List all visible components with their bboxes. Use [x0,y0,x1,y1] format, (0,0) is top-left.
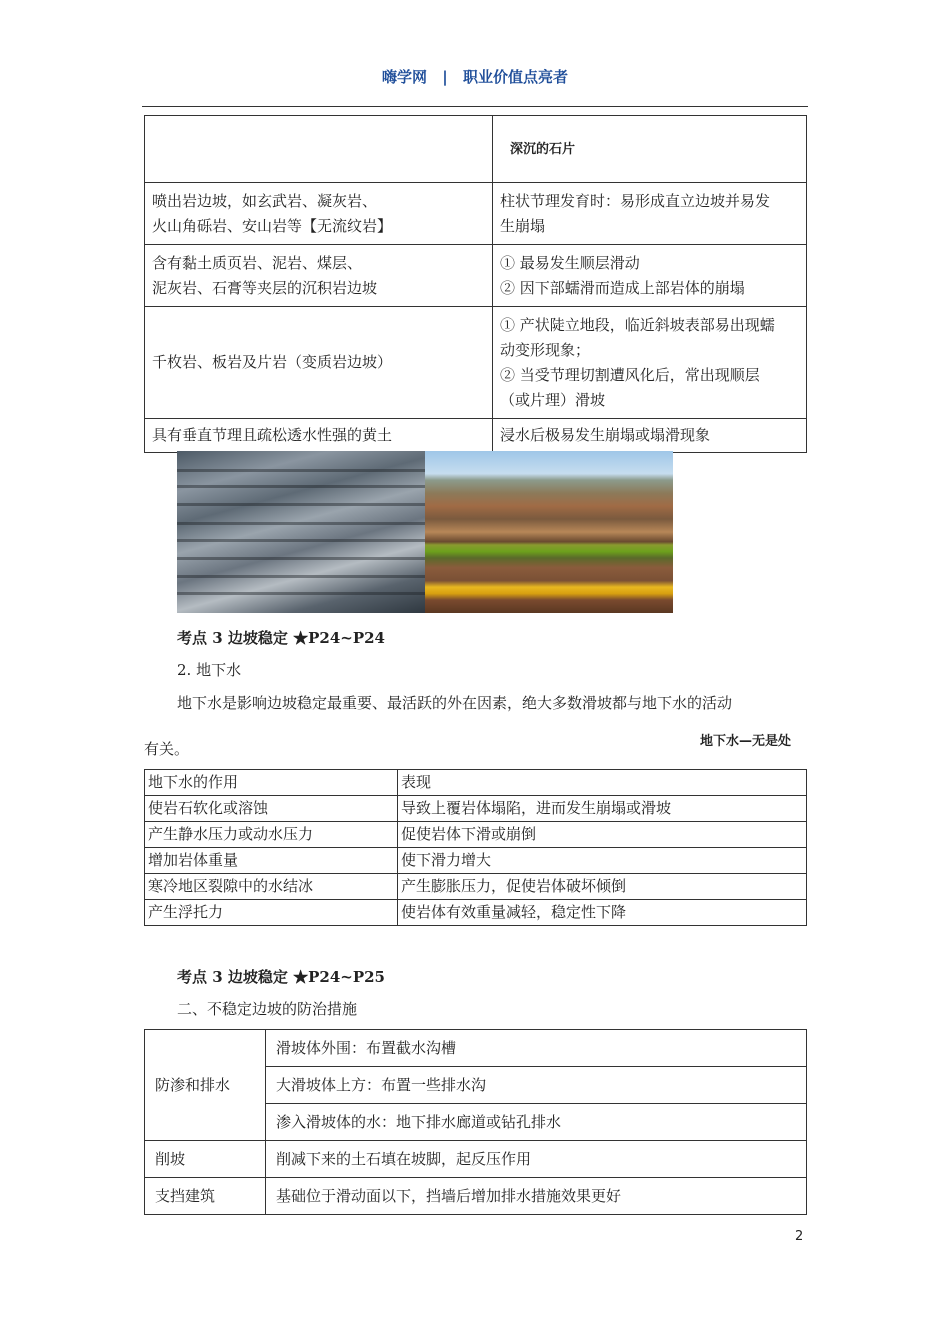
table-row [145,874,807,900]
slope-measures-table [144,1029,807,1215]
table-row [145,183,807,245]
column-header: 表现 [398,770,807,796]
table-cell [145,307,493,419]
cell-line: 具有垂直节理且疏松透水性强的黄土 [152,426,393,444]
cell-line: ① 最易发生顺层滑动 [500,253,640,272]
section-subtitle: 2. 地下水 [177,661,242,679]
table-row [145,822,807,848]
table-cell: 使岩体有效重量减轻，稳定性下降 [398,900,807,926]
table-cell: 削坡 [145,1141,266,1178]
table-cell: 促使岩体下滑或崩倒 [398,822,807,848]
table-cell: 滑坡体外围：布置截水沟槽 [266,1030,807,1067]
cell-line: ① 产状陡立地段，临近斜坡表部易出现蠕 [500,315,775,334]
header-separator: | [442,68,448,86]
table-cell: 大滑坡体上方：布置一些排水沟 [266,1067,807,1104]
cell-line: 动变形现象； [500,340,591,359]
cell-line: 浸水后极易发生崩塌或塌滑现象 [500,426,711,444]
table-row [145,116,807,183]
table-cell: 产生浮托力 [145,900,398,926]
table-cell [145,245,493,307]
cell-line: 泥灰岩、石膏等夹层的沉积岩边坡 [152,278,378,297]
table-cell [493,116,807,183]
table-cell: 寒冷地区裂隙中的水结冰 [145,874,398,900]
table-cell: 防渗和排水 [145,1030,266,1141]
cell-line: 柱状节理发育时：易形成直立边坡并易发 [500,191,771,210]
shale-rock-photo [177,451,425,613]
table-cell: 渗入滑坡体的水：地下排水廊道或钻孔排水 [266,1104,807,1141]
groundwater-table [144,769,807,926]
table-cell [493,183,807,245]
table-cell: 产生膨胀压力，促使岩体破坏倾倒 [398,874,807,900]
table-cell [493,307,807,419]
table-cell: 导致上覆岩体塌陷，进而发生崩塌或滑坡 [398,796,807,822]
table-row [145,796,807,822]
table-row [145,419,807,453]
cell-line: ② 当受节理切割遭风化后，常出现顺层 [500,365,760,384]
cell-line: 生崩塌 [500,216,546,235]
header-rule [142,106,808,107]
table-cell [145,116,493,183]
column-header: 地下水的作用 [145,770,398,796]
cell-line: 喷出岩边坡，如玄武岩、凝灰岩、 [152,191,378,210]
handwritten-note: 深沉的石片 [510,142,576,157]
section-title: 考点 3 边坡稳定 ★P24~P24 [177,629,385,647]
table-cell: 支挡建筑 [145,1178,266,1215]
paragraph-line: 有关。 [144,740,190,758]
page-number: 2 [795,1229,804,1244]
table-cell [493,419,807,453]
table-cell: 使下滑力增大 [398,848,807,874]
table-cell: 增加岩体重量 [145,848,398,874]
table-cell [493,245,807,307]
header-slogan: 职业价值点亮者 [462,68,568,86]
table-cell: 产生静水压力或动水压力 [145,822,398,848]
page-header [0,66,950,87]
header-site: 嗨学网 [382,68,428,86]
rock-slope-table [144,115,807,453]
cell-line: 含有黏土质页岩、泥岩、煤层、 [152,253,363,272]
cell-line: ② 因下部蠕滑而造成上部岩体的崩塌 [500,278,745,297]
table-row [145,1030,807,1067]
table-row [145,848,807,874]
cell-line: 千枚岩、板岩及片岩（变质岩边坡） [152,353,393,371]
section-subtitle: 二、不稳定边坡的防治措施 [177,1000,358,1018]
table-cell [145,419,493,453]
paragraph-line: 地下水是影响边坡稳定最重要、最活跃的外在因素，绝大多数滑坡都与地下水的活动 [177,694,733,712]
table-cell: 使岩石软化或溶蚀 [145,796,398,822]
cell-line: （或片理）滑坡 [500,390,606,409]
handwritten-note: 地下水—无是处 [700,734,792,749]
table-row [145,245,807,307]
table-cell [145,183,493,245]
section-title: 考点 3 边坡稳定 ★P24~P25 [177,968,385,986]
sedimentary-layers-photo [425,451,673,613]
cell-line: 火山角砾岩、安山岩等【无流纹岩】 [152,216,393,235]
table-row [145,1141,807,1178]
table-cell: 基础位于滑动面以下，挡墙后增加排水措施效果更好 [266,1178,807,1215]
table-header-row [145,770,807,796]
table-row [145,1178,807,1215]
table-row [145,307,807,419]
table-row [145,900,807,926]
table-cell: 削减下来的土石填在坡脚，起反压作用 [266,1141,807,1178]
